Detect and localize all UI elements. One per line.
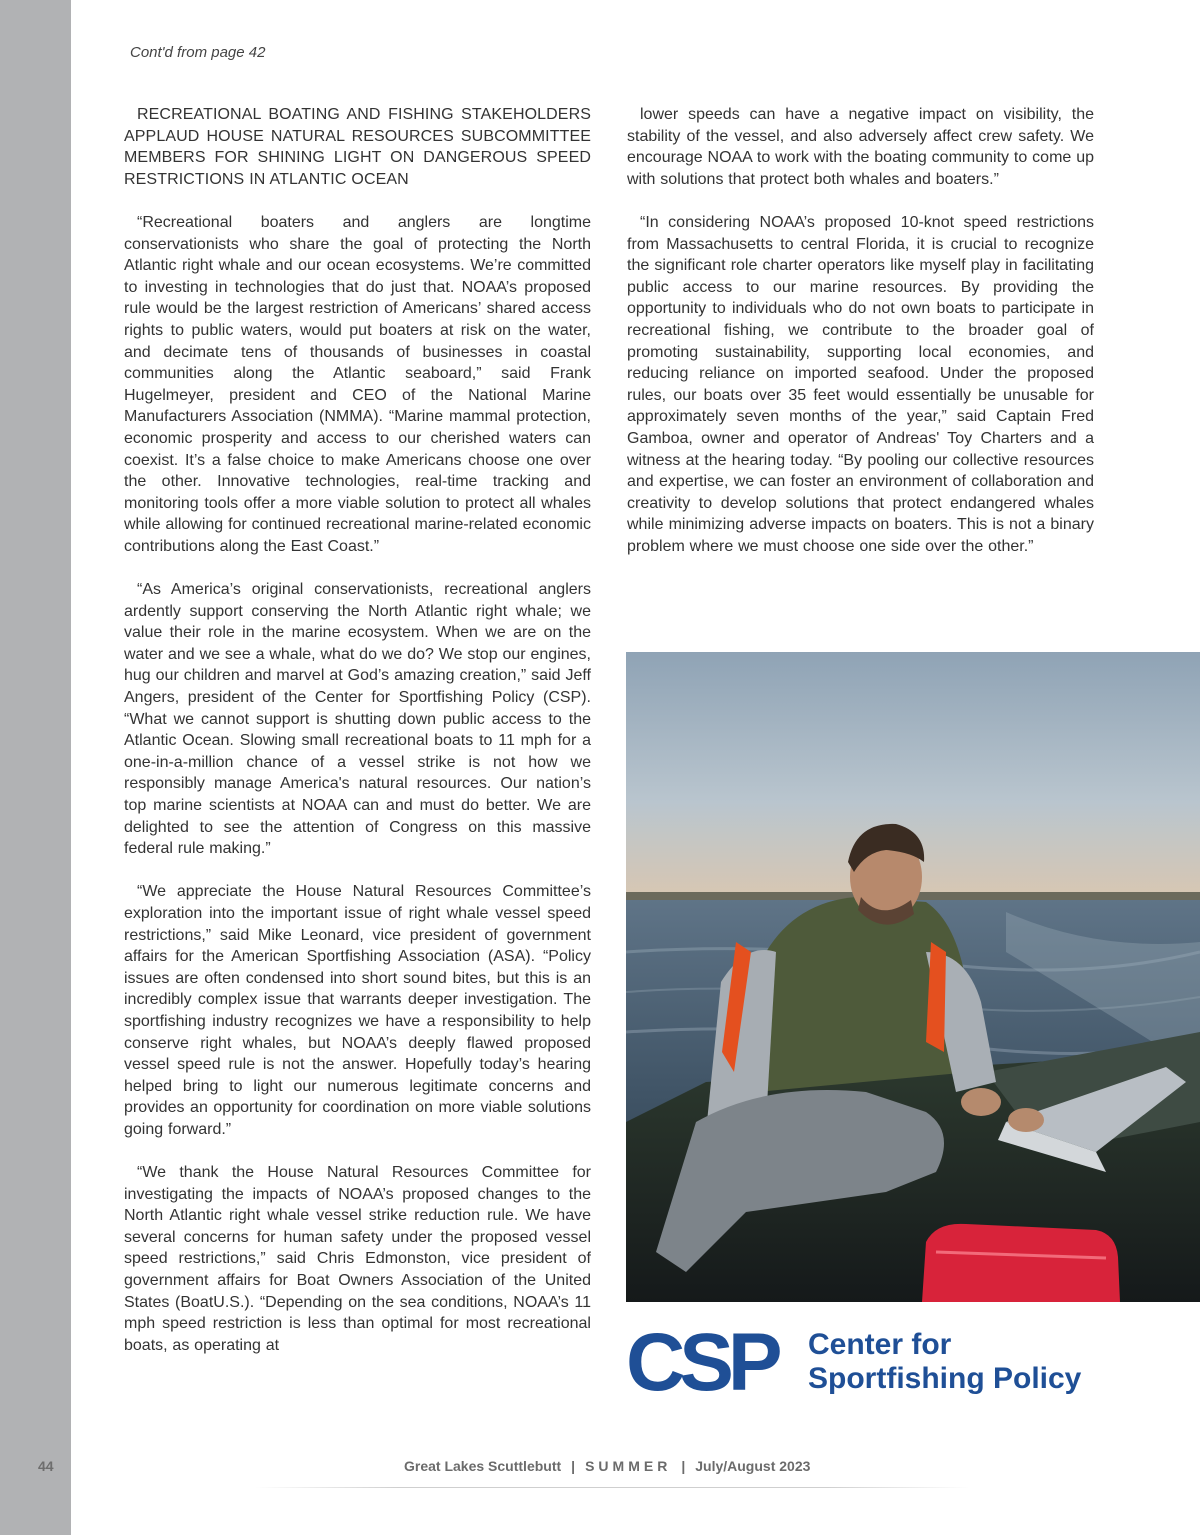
footer-rule xyxy=(255,1487,970,1488)
footer xyxy=(404,1458,810,1474)
csp-letters: CSP xyxy=(626,1324,777,1400)
csp-logo-line1: Center for xyxy=(808,1328,952,1361)
footer-publication: Great Lakes Scuttlebutt xyxy=(404,1458,562,1474)
article-paragraph: “We appreciate the House Natural Resources Committee’s exploration into the important issue of right whale vessel speed restrictions,” said Mike Leonard, vice president of government affairs for the American Sportfishing Association (ASA). “Policy issues are often condensed into short sound bites, but this is an incredibly complex issue that warrants deeper investigation. The sportfishing industry recognizes we have a responsibility to help conserve right whales, but NOAA’s deeply flawed proposed vessel speed rule is not the answer. Hopefully today’s hearing helped bring to light our numerous legitimate concerns and provides an opportunity for coordination on more viable solutions going forward.” xyxy=(124,883,591,1138)
csp-logo-text xyxy=(808,1328,1081,1396)
footer-season: SUMMER xyxy=(585,1458,672,1474)
article-paragraph: “We thank the House Natural Resources Committee for investigating the impacts of NOAA’s proposed changes to the North Atlantic right whale vessel strike reduction rule. We have several concerns for human safety under the proposed vessel speed restrictions,” said Chris Edmonston, vice president of government affairs for Boat Owners Association of the United States (BoatU.S.). “Depending on the sea conditions, NOAA’s 11 mph speed restriction is less than optimal for most recreational boats, as operating at xyxy=(124,1164,591,1354)
csp-letters-logo xyxy=(626,1324,801,1400)
article-paragraph: “Recreational boaters and anglers are longtime conservationists who share the goal of protecting the North Atlantic right whale and our ocean ecosystems. We’re committed to investing in technologies that do just that. NOAA’s proposed rule would be the largest restriction of Americans’ shared access rights to public waters, would put boaters at risk on the water, and decimate tens of thousands of businesses in coastal communities along the Atlantic seaboard,” said Frank Hugelmeyer, president and CEO of the National Marine Manufacturers Association (NMMA). “Marine mammal protection, economic prosperity and access to our cherished waters can coexist. It’s a false choice to make Americans choose one over the other. Innovative technologies, real-time tracking and monitoring tools offer a more viable solution to protect all whales while allowing for continued recreational marine-related economic contributions along the East Coast.” xyxy=(124,213,591,555)
page-number: 44 xyxy=(38,1458,54,1474)
article-paragraph: “In considering NOAA’s proposed 10-knot speed restrictions from Massachusetts to central Florida, it is crucial to recognize the significant role charter operators like myself play in facilitating public access to our marine resources. By providing the opportunity to individuals who do not own boats to participate in recreational fishing, we contribute to the broader goal of promoting sustainability, supporting local economies, and reducing reliance on imported seafood. Under the proposed rules, our boats over 35 feet would essentially be unusable for approximately seven months of the year,” said Captain Fred Gamboa, owner and operator of Andreas' Toy Charters and a witness at the hearing today. “By pooling our collective resources and expertise, we can foster an environment of collaboration and creativity to develop solutions that protect endangered whales while minimizing adverse impacts on boaters. This is not a binary problem where we must choose one side over the other.” xyxy=(627,213,1094,555)
article-paragraph: lower speeds can have a negative impact on visibility, the stability of the vessel, and also adversely affect crew safety. We encourage NOAA to work with the boating community to come up with solutions that protect both whales and boaters.” xyxy=(627,106,1094,188)
article-headline: RECREATIONAL BOATING AND FISHING STAKEHOLDERS APPLAUD HOUSE NATURAL RESOURCES SUBCOMMITTEE MEMBERS FOR SHINING LIGHT ON DANGEROUS SPEED RESTRICTIONS IN ATLANTIC OCEAN xyxy=(124,106,591,188)
man-with-laptop-on-boat-photo xyxy=(626,652,1200,1302)
left-margin-band xyxy=(0,0,71,1535)
csp-logo-line2: Sportfishing Policy xyxy=(808,1362,1082,1395)
continued-note: Cont'd from page 42 xyxy=(130,44,266,61)
footer-separator: | xyxy=(681,1458,686,1474)
article-paragraph: “As America’s original conservationists, recreational anglers ardently support conserving the North Atlantic right whale; we value their role in the marine ecosystem. When we are on the water and we see a whale, what do we do? We stop our engines, hug our children and marvel at God’s amazing creation,” said Jeff Angers, president of the Center for Sportfishing Policy (CSP). “What we cannot support is shutting down public access to the Atlantic Ocean. Slowing small recreational boats to 11 mph for a one-in-a-million chance of a vessel strike is not how we responsibly manage America's natural resources. Our nation’s top marine scientists at NOAA can and must do better. We are delighted to see the attention of Congress on this massive federal rule making.” xyxy=(124,581,591,858)
footer-issue: July/August 2023 xyxy=(695,1458,811,1474)
photo-illustration xyxy=(626,652,1200,1302)
footer-separator: | xyxy=(571,1458,576,1474)
csp-logo xyxy=(626,1324,1116,1400)
article-column-left xyxy=(124,104,591,1378)
article-column-right xyxy=(627,104,1094,579)
